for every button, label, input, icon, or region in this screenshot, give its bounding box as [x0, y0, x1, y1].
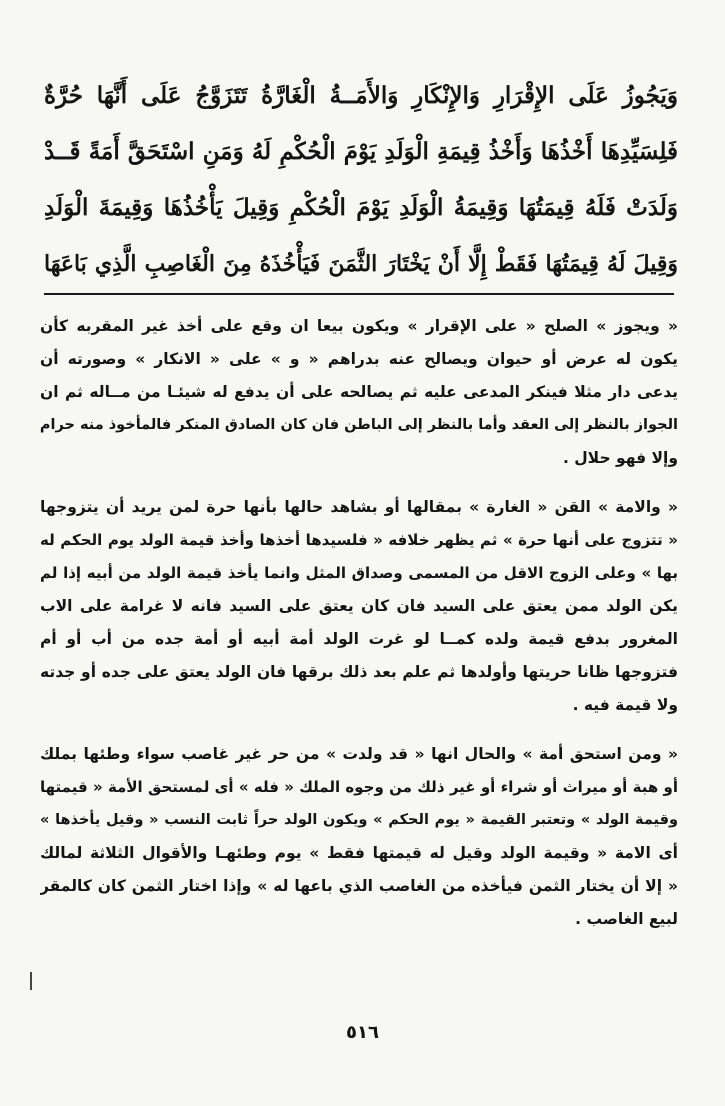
commentary-line: المغرور بدفع قيمة ولده كمــا لو غرت الولد أمة أبيه أو أمة جده من أب أو أم: [40, 630, 678, 648]
commentary-paragraph: [40, 491, 678, 722]
commentary-line: لبيع الغاصب .: [575, 910, 678, 928]
commentary-line: الجواز بالنظر إلى العقد وأما بالنظر إلى الباطن فان كان الصادق المنكر فالمأخوذ منه حرام: [40, 417, 678, 433]
main-text-line: وَيَجُوزُ عَلَى الإِقْرَارِ وَالإِنْكَارِ وَالأَمَــةُ الْغَارَّةُ تَتَزَوَّجُ عَلَى أَنَّهَا حُرَّةٌ: [44, 82, 678, 109]
commentary-line: يكن الولد ممن يعتق على السيد فان كان يعتق على السيد فانه لا غرامة على الاب: [40, 597, 678, 615]
commentary-line: ولا قيمة فيه .: [572, 696, 678, 714]
commentary-line: وقيمة الولد » وتعتبر القيمة « يوم الحكم » ويكون الولد حراً ثابت النسب « وقيل يأخذها »: [40, 812, 678, 828]
commentary-paragraph: [40, 310, 678, 475]
commentary-line: « إلا أن يختار الثمن فيأخذه من الغاصب الذي باعها له » وإذا اختار الثمن كان كالمقر: [40, 877, 678, 895]
main-text-line: فَلِسَيِّدِهَا أَخْذُهَا وَأَخْذُ قِيمَةِ الْوَلَدِ يَوْمَ الْحُكْمِ لَهُ وَمَنِ اسْتَحَقَّ أَمَةً قَــدْ: [44, 138, 678, 165]
commentary-line: وإلا فهو حلال .: [562, 449, 678, 467]
commentary-line: « ويجوز » الصلح « على الإقرار » ويكون بيعا ان وقع على أخذ غير المقربه كأن: [40, 317, 678, 335]
main-text-block: [44, 68, 678, 292]
commentary-block: [40, 310, 678, 952]
commentary-line: فتزوجها ظانا حريتها وأولدها ثم علم بعد ذلك برقها فان الولد يعتق على جده أو جدته: [40, 663, 678, 681]
commentary-line: يدعى دار مثلا فينكر المدعى عليه ثم يصالحه على أن يدفع له شيئـا من مــاله ثم ان: [40, 383, 678, 401]
section-divider: [44, 293, 674, 295]
commentary-line: بها » وعلى الزوج الاقل من المسمى وصداق المثل وانما يأخذ قيمة الولد من أبيه إذا لم: [40, 564, 678, 582]
main-text-line: وَقِيلَ لَهُ قِيمَتُهَا فَقَطْ إِلَّا أَنْ يَخْتَارَ الثَّمَنَ فَيَأْخُذَهُ مِنَ الْغَاصِبِ الَّذِي بَاعَهَا: [44, 251, 678, 277]
main-text-line: وَلَدَتْ فَلَهُ قِيمَتُهَا وَقِيمَةُ الْوَلَدِ يَوْمَ الْحُكْمِ وَقِيلَ يَأْخُذُهَا وَقِيمَةَ الْوَلَدِ: [44, 194, 678, 221]
commentary-line: « ومن استحق أمة » والحال انها « قد ولدت » من حر غير غاصب سواء وطئها بملك: [40, 745, 678, 763]
commentary-line: « تتزوج على أنها حرة » ثم يظهر خلافه « فلسيدها أخذها وأخذ قيمة الولد يوم الحكم له: [40, 531, 678, 549]
commentary-line: أى الامة « وقيمة الولد وقيل له قيمتها فقط » يوم وطئهـا والأقوال الثلاثة لمالك: [40, 844, 678, 862]
commentary-paragraph: [40, 738, 678, 936]
commentary-line: أو هبة أو ميراث أو شراء أو غير ذلك من وجوه الملك « فله » أى لمستحق الأمة « قيمتها: [40, 778, 678, 796]
page-number: ٥١٦: [346, 1022, 379, 1043]
margin-mark: [30, 972, 32, 990]
commentary-line: يكون له عرض أو حيوان ويصالح عنه بدراهم « و » على « الانكار » وصورته أن: [40, 350, 678, 368]
commentary-line: « والامة » القن « الغارة » بمقالها أو بشاهد حالها بأنها حرة لمن يريد أن يتزوجها: [40, 498, 678, 516]
